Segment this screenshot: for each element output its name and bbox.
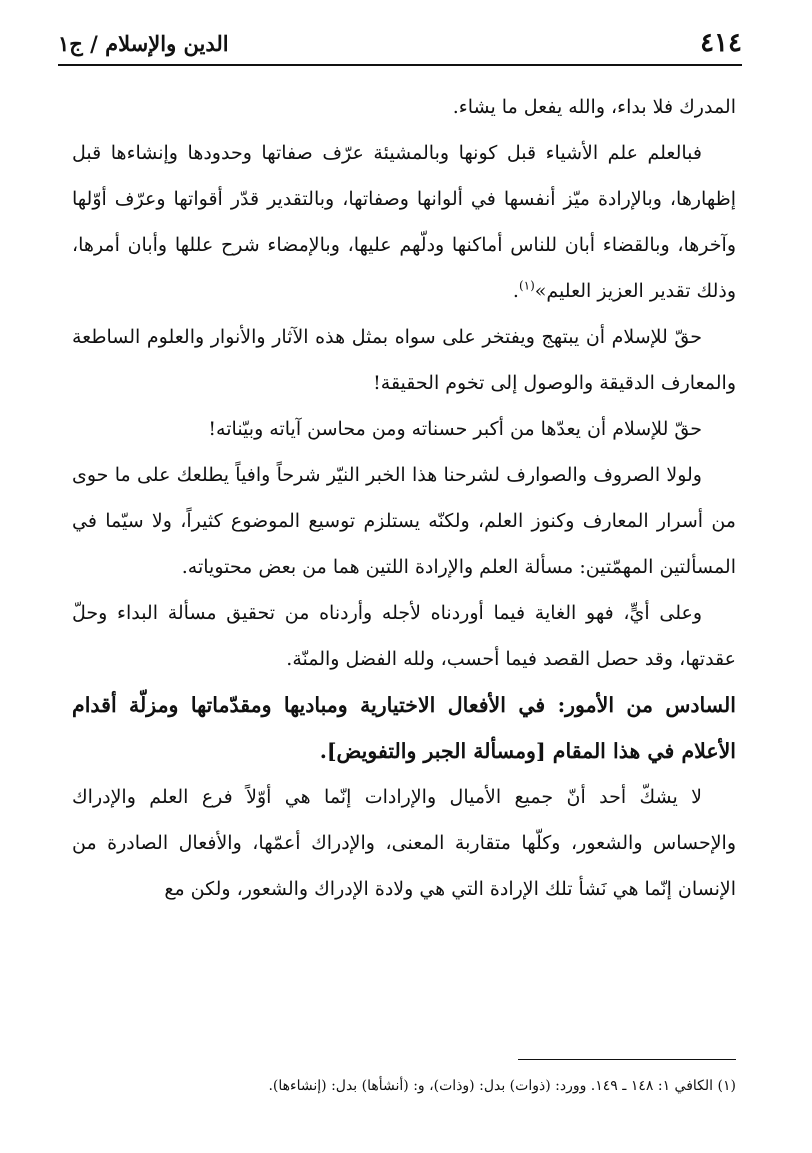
paragraph: لا يشكّ أحد أنّ جميع الأميال والإرادات إنّما هي أوّلاً فرع العلم والإدراك والإحساس والشعور، وكلّها متقاربة المعنى، والإدراك أعمّها، والأفعال الصادرة من الإنسان إنّما هي نَشأ تلك الإرادة التي هي ولادة الإدراك والشعور، ولكن مع	[72, 786, 736, 900]
paragraph: المدرك فلا بداء، والله يفعل ما يشاء.	[452, 96, 736, 118]
paragraph-text: فبالعلم علم الأشياء قبل كونها وبالمشيئة عرّف صفاتها وحدودها وإنشاءها قبل إظهارها، وبالإرادة ميّز أنفسها في ألوانها وصفاتها، وبالتقدير قدّر أقواتها وعرّف أوّلها وآخرها، وبالقضاء أبان للناس أماكنها ودلّهم عليها، وبالإمضاء شرح عللها وأبان أمرها، وذلك تقدير العزيز العليم»	[72, 142, 736, 302]
page-number: ٤١٤	[700, 28, 742, 58]
footnote-divider	[518, 1059, 736, 1060]
header-divider	[58, 64, 742, 66]
paragraph: ولولا الصروف والصوارف لشرحنا هذا الخبر النيّر شرحاً وافياً يطلعك على ما حوى من أسرار المعارف وكنوز العلم، ولكنّه يستلزم توسيع الموضوع كثيراً، ولا سيّما في المسألتين المهمّتين: مسألة العلم والإرادة اللتين هما من بعض محتوياته.	[72, 464, 736, 578]
footnote: (١) الكافي ١: ١٤٨ ـ ١٤٩. وورد: (ذوات) بدل: (وذات)، و: (أنشأها) بدل: (إنشاءها).	[268, 1078, 736, 1094]
footnote-reference: (١)	[518, 278, 535, 293]
paragraph: حقّ للإسلام أن يبتهج ويفتخر على سواه بمثل هذه الآثار والأنوار والعلوم الساطعة والمعارف الدقيقة والوصول إلى تخوم الحقيقة!	[72, 326, 736, 394]
section-heading: السادس من الأمور: في الأفعال الاختيارية ومباديها ومقدّماتها ومزلّة أقدام الأعلام في هذا المقام [ومسألة الجبر والتفويض].	[72, 693, 736, 763]
paragraph: وعلى أيٍّ، فهو الغاية فيما أوردناه لأجله وأردناه من تحقيق مسألة البداء وحلّ عقدتها، وقد حصل القصد فيما أحسب، ولله الفضل والمنّة.	[72, 602, 736, 670]
running-title: الدين والإسلام / ج١	[58, 30, 229, 56]
paragraph-end: .	[512, 280, 519, 302]
page-header	[58, 26, 742, 60]
paragraph: حقّ للإسلام أن يعدّها من أكبر حسناته ومن محاسن آياته وبيّناته!	[208, 418, 702, 440]
paragraph	[72, 130, 736, 314]
main-text	[72, 84, 736, 912]
